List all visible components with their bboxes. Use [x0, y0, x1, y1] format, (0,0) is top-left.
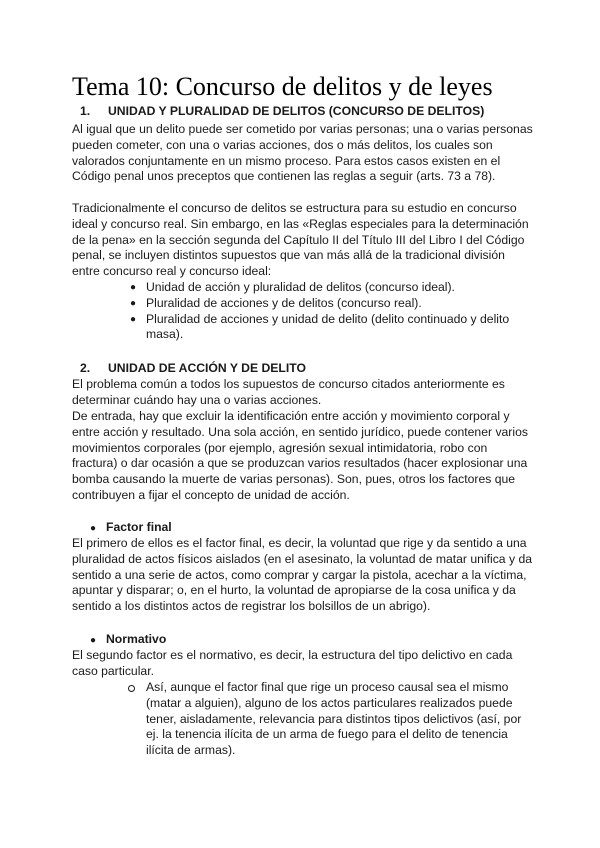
bullet-icon: ● [130, 313, 137, 325]
hollow-bullet-icon [128, 685, 135, 692]
normativo-heading: ● Normativo [90, 632, 166, 649]
factor-final-heading: ● Factor final [90, 520, 172, 537]
section-1-title: UNIDAD Y PLURALIDAD DE DELITOS (CONCURSO DE DELITOS) [108, 104, 485, 118]
normativo-sub-list [126, 680, 526, 759]
section-2-number: 2. [80, 361, 91, 375]
section-2-paragraph-2: De entrada, hay que excluir la identificación entre acción y movimiento corporal y entre acción y resultado. Una sola acción, en sentido jurídico, puede contener varios movimientos corporales (por ejemplo, agresión sexual intimidatoria, robo con fractura) o dar ocasión a que se produzcan varios resultados (hacer explosionar una bomba causando la muerte de varias personas). Son, pues, otros los factores que contribuyen a fijar el concepto de unidad de acción. [72, 409, 528, 502]
section-2-heading [80, 361, 306, 377]
bullet-icon: ● [90, 635, 97, 646]
section-1-heading [80, 104, 484, 120]
section-1-paragraph-1: Al igual que un delito puede ser cometido por varias personas; una o varias personas pueden cometer, con una o varias acciones, dos o más delitos, los cuales son valorados conjuntamente en un mismo proceso. Para estos casos existen en el Código penal unos preceptos que contienen las reglas a seguir (arts. 73 a 78). [72, 122, 533, 184]
list-item: Así, aunque el factor final que rige un proceso causal sea el mismo (matar a alguien), alguno de los actos particulares realizados puede tener, aisladamente, relevancia para distintos tipos delictivos (así, por ej. la tenencia ilícita de un arma de fuego para el delito de tenencia ilícita de armas). [126, 680, 526, 759]
factor-final-paragraph: El primero de ellos es el factor final, es decir, la voluntad que rige y da sentido a una pluralidad de actos físicos aislados (en el asesinato, la voluntad de matar unifica y da sentido a una serie de actos, como comprar y cargar la pistola, acechar a la víctima, apuntar y disparar; o, en el hurto, la voluntad de apropiarse de la cosa unifica y da sentido a los distintos actos de registrar los bolsillos de un abrigo). [72, 536, 533, 614]
section-2-paragraph-1: El problema común a todos los supuestos de concurso citados anteriormente es determinar cuándo hay una o varias acciones. [72, 377, 505, 407]
bullet-icon: ● [90, 523, 97, 534]
section-1-number: 1. [80, 104, 91, 118]
page-title: Tema 10: Concurso de delitos y de leyes [72, 72, 493, 101]
list-item: ● Pluralidad de acciones y de delitos (concurso real). [130, 295, 422, 310]
section-2-title: UNIDAD DE ACCIÓN Y DE DELITO [108, 361, 306, 375]
concurso-bullet-list [130, 280, 518, 343]
list-item: ● Unidad de acción y pluralidad de delitos (concurso ideal). [130, 280, 455, 294]
bullet-icon: ● [130, 297, 137, 309]
list-item: ● Pluralidad de acciones y unidad de delito (delito continuado y delito masa). [130, 311, 510, 342]
bullet-icon: ● [130, 282, 137, 293]
section-1-paragraph-2: Tradicionalmente el concurso de delitos se estructura para su estudio en concurso ideal y concurso real. Sin embargo, en las «Reglas especiales para la determinación de la pena» en la sección segunda del Capítulo II del Título III del Libro I del Código penal, se incluyen distintos supuestos que van más allá de la tradicional división entre concurso real y concurso ideal: [72, 201, 529, 279]
normativo-paragraph: El segundo factor es el normativo, es decir, la estructura del tipo delictivo en cada caso particular. [72, 648, 513, 678]
